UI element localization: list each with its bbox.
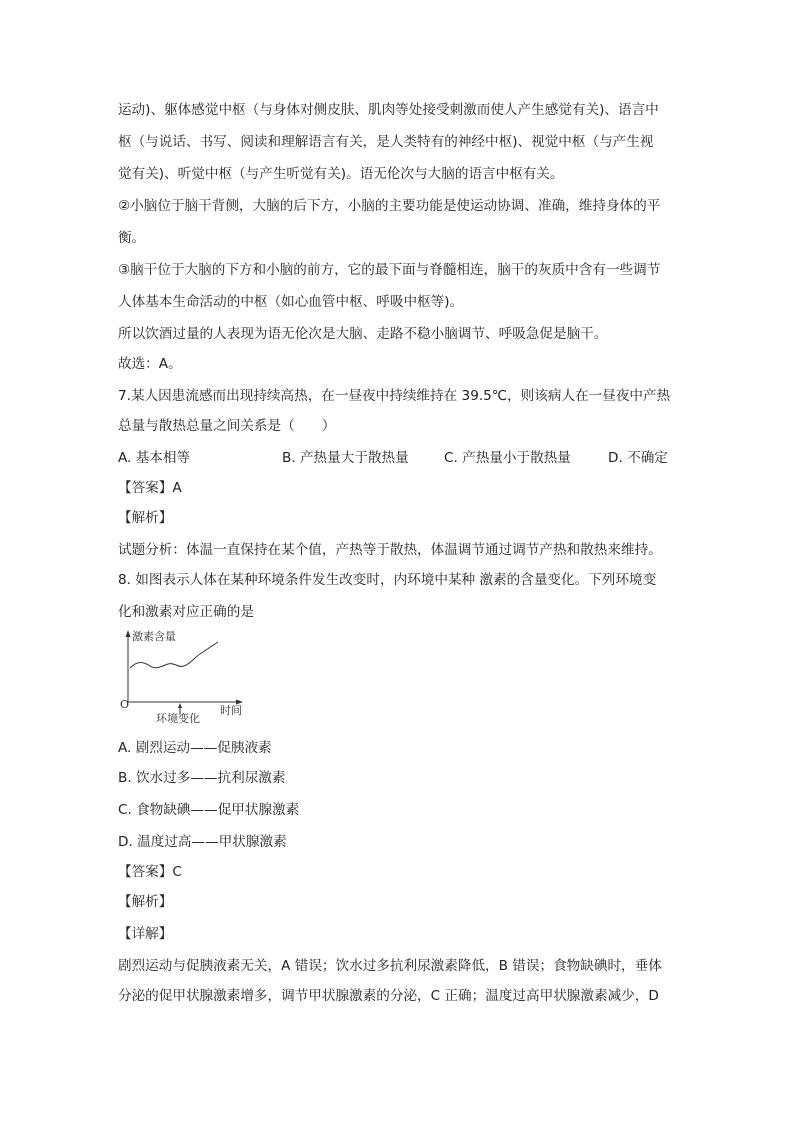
hormone-curve — [130, 642, 218, 668]
origin-label: O — [120, 698, 130, 711]
detail-text: 剧烈运动与促胰液素无关，A 错误；饮水过多抗利尿激素降低，B 错误；食物缺碘时，垂体 — [118, 958, 662, 974]
option-c: C. 产热量小于散热量 — [444, 450, 571, 466]
question-8-stem: 化和激素对应正确的是 — [118, 604, 254, 620]
up-arrow-icon — [178, 703, 182, 708]
option-a: A. 剧烈运动——促胰液素 — [118, 740, 272, 756]
text-line: 觉有关)、听觉中枢（与产生听觉有关)。语无伦次与大脑的语言中枢有关。 — [118, 166, 564, 182]
text-line: ③脑干位于大脑的下方和小脑的前方，它的最下面与脊髓相连，脑干的灰质中含有一些调节 — [118, 262, 661, 278]
question-7-stem: 总量与散热总量之间关系是（ ） — [118, 418, 336, 434]
x-axis-label: 时间 — [220, 704, 242, 717]
question-7-stem: 7.某人因患流感而出现持续高热，在一昼夜中持续维持在 39.5℃，则该病人在一昼夜中产热 — [118, 388, 671, 404]
environment-change-label: 环境变化 — [156, 712, 200, 724]
option-d: D. 不确定 — [608, 450, 668, 466]
option-d: D. 温度过高——甲状腺激素 — [118, 834, 287, 850]
detail-text: 分泌的促甲状腺激素增多，调节甲状腺激素的分泌，C 正确；温度过高甲状腺激素减少，D — [118, 988, 659, 1004]
text-line: 运动)、躯体感觉中枢（与身体对侧皮肤、肌肉等处接受刺激而使人产生感觉有关)、语言中 — [118, 102, 659, 118]
answer-label: 【答案】A — [118, 480, 182, 496]
option-a: A. 基本相等 — [118, 450, 191, 466]
y-axis-arrow-icon — [126, 630, 131, 637]
text-line: ②小脑位于脑干背侧，大脑的后下方，小脑的主要功能是使运动协调、准确，维持身体的平 — [118, 198, 661, 214]
analysis-text: 试题分析：体温一直保持在某个值，产热等于散热，体温调节通过调节产热和散热来维持。 — [118, 542, 662, 558]
text-line: 所以饮酒过量的人表现为语无伦次是大脑、走路不稳小脑调节、呼吸急促是脑干。 — [118, 326, 608, 342]
question-7-options — [118, 446, 678, 466]
text-line: 枢（与说话、书写、阅读和理解语言有关，是人类特有的神经中枢)、视觉中枢（与产生视 — [118, 134, 654, 150]
question-8-stem: 8. 如图表示人体在某种环境条件发生改变时，内环境中某种 激素的含量变化。下列环境变 — [118, 572, 657, 588]
text-line: 故选：A。 — [118, 356, 182, 372]
option-c: C. 食物缺碘——促甲状腺激素 — [118, 802, 300, 818]
y-axis-label: 激素含量 — [132, 630, 176, 643]
detail-label: 【详解】 — [118, 926, 173, 942]
text-line: 人体基本生命活动的中枢（如心血管中枢、呼吸中枢等)。 — [118, 294, 464, 310]
analysis-label: 【解析】 — [118, 894, 173, 910]
answer-label: 【答案】C — [118, 864, 182, 880]
text-line: 衡。 — [118, 230, 146, 246]
option-b: B. 饮水过多——抗利尿激素 — [118, 770, 286, 786]
analysis-label: 【解析】 — [118, 510, 173, 526]
hormone-graph — [118, 628, 244, 724]
option-b: B. 产热量大于散热量 — [282, 450, 409, 466]
